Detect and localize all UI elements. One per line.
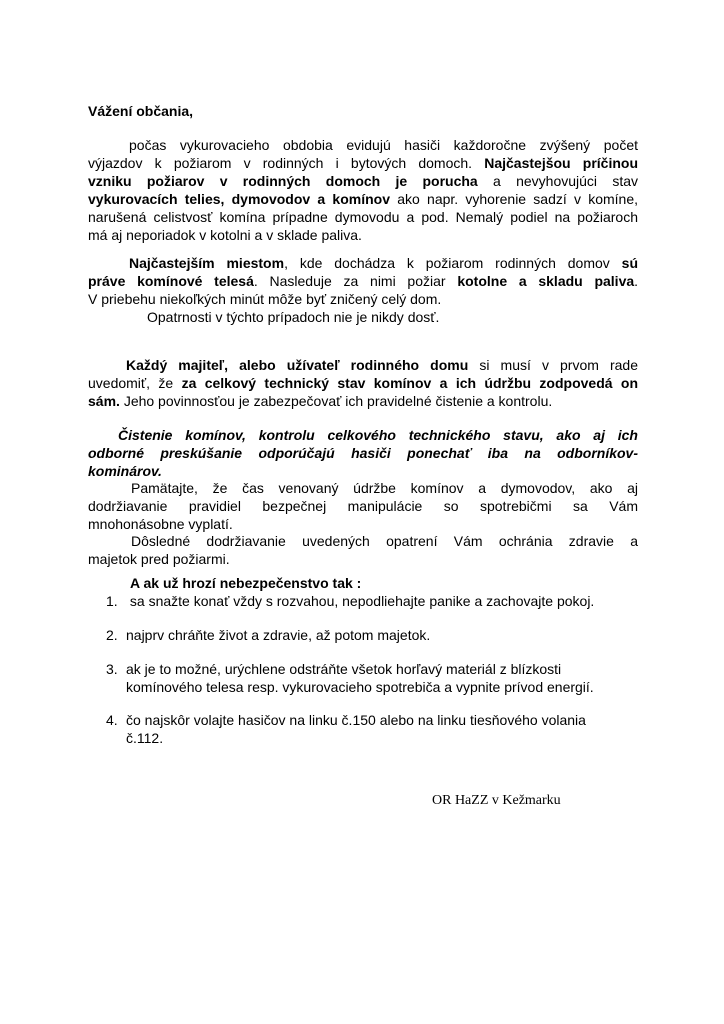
p1-line: má aj neporiadok v kotolni a v sklade paliva. bbox=[88, 227, 362, 243]
p1-line bbox=[88, 154, 638, 172]
list-text: čo najskôr volajte hasičov na linku č.150 alebo na linku tiesňového volania bbox=[126, 712, 586, 728]
bold-text: vykurovacích telies, dymovodov a komínov bbox=[88, 191, 390, 207]
p3-line bbox=[88, 392, 552, 410]
text: výjazdov k požiarom v rodinných i bytových domoch. bbox=[88, 155, 473, 171]
list-item-continuation: č.112. bbox=[126, 730, 164, 746]
p1-line bbox=[88, 172, 638, 190]
text: uvedomiť, že bbox=[88, 375, 174, 391]
signature: OR HaZZ v Kežmarku bbox=[432, 793, 561, 808]
bold-text: za celkový technický stav komínov a ich údržbu zodpovedá on bbox=[181, 375, 638, 391]
danger-heading: A ak už hrozí nebezpečenstvo tak : bbox=[130, 575, 362, 591]
list-item bbox=[106, 626, 430, 644]
bold-text: kotolne a skladu paliva bbox=[457, 273, 635, 289]
text: a nevyhovujúci stav bbox=[493, 173, 639, 189]
bold-text: práve komínové telesá bbox=[88, 273, 254, 289]
p4-line: majetok pred požiarmi. bbox=[88, 551, 230, 567]
p1-line bbox=[88, 190, 638, 208]
list-text: najprv chráňte život a zdravie, až potom majetok. bbox=[126, 627, 431, 643]
text: ako napr. vyhorenie sadzí v komíne, bbox=[397, 191, 639, 207]
text: . Nasleduje za nimi požiar bbox=[253, 273, 446, 289]
bold-text: Každý majiteľ, alebo užívateľ rodinného domu bbox=[126, 357, 469, 373]
p4-line: kominárov. bbox=[88, 463, 162, 479]
list-number: 1. bbox=[106, 593, 118, 609]
p2-line: V priebehu niekoľkých minút môže byť zničený celý dom. bbox=[88, 291, 442, 307]
bold-text: Najčastejším miestom bbox=[129, 255, 285, 271]
list-item bbox=[106, 592, 594, 610]
bold-text: sám. bbox=[88, 393, 120, 409]
list-item bbox=[106, 711, 586, 729]
p4-line: dodržiavanie pravidiel bezpečnej manipulácie so spotrebičmi sa Vám bbox=[88, 498, 638, 514]
p4-line: Čistenie komínov, kontrolu celkového technického stavu, ako aj ich bbox=[118, 427, 638, 443]
p4-line: Pamätajte, že čas venovaný údržbe komínov a dymovodov, ako aj bbox=[131, 480, 638, 496]
bold-text: vzniku požiarov v rodinných domoch bbox=[88, 173, 381, 189]
bold-text: je porucha bbox=[395, 173, 478, 189]
p1-line: počas vykurovacieho obdobia evidujú hasiči každoročne zvýšený počet bbox=[129, 137, 638, 153]
bold-text: sú bbox=[621, 255, 638, 271]
list-item bbox=[106, 660, 561, 678]
p3-line bbox=[88, 374, 638, 392]
text: si musí v prvom rade bbox=[479, 357, 638, 373]
p4-line: mnohonásobne vyplatí. bbox=[88, 516, 233, 532]
p4-line: Dôsledné dodržiavanie uvedených opatrení Vám ochránia zdravie a bbox=[131, 533, 638, 549]
p2-line bbox=[129, 254, 638, 272]
text: Jeho povinnosťou je zabezpečovať ich pravidelné čistenie a kontrolu. bbox=[123, 393, 553, 409]
bold-text: Najčastejšou príčinou bbox=[484, 155, 639, 171]
p1-line: narušená celistvosť komína prípadne dymovodu a pod. Nemalý podiel na požiaroch bbox=[88, 209, 638, 225]
p2-line: Opatrnosti v týchto prípadoch nie je nikdy dosť. bbox=[147, 309, 440, 325]
list-number: 4. bbox=[106, 712, 118, 728]
p4-line: odborné preskúšanie odporúčajú hasiči ponechať iba na odborníkov- bbox=[88, 445, 638, 461]
list-number: 2. bbox=[106, 627, 118, 643]
list-number: 3. bbox=[106, 661, 118, 677]
list-item-continuation: komínového telesa resp. vykurovacieho spotrebiča a vypnite prívod energií. bbox=[126, 679, 594, 695]
p2-line bbox=[88, 272, 638, 290]
list-text: sa snažte konať vždy s rozvahou, nepodliehajte panike a zachovajte pokoj. bbox=[129, 593, 595, 609]
p3-line bbox=[126, 356, 638, 374]
list-text: ak je to možné, urýchlene odstráňte všetok horľavý materiál z blízkosti bbox=[126, 661, 562, 677]
greeting: Vážení občania, bbox=[88, 103, 194, 119]
text: , kde dochádza k požiarom rodinných domov bbox=[284, 255, 610, 271]
text: . bbox=[634, 273, 639, 289]
